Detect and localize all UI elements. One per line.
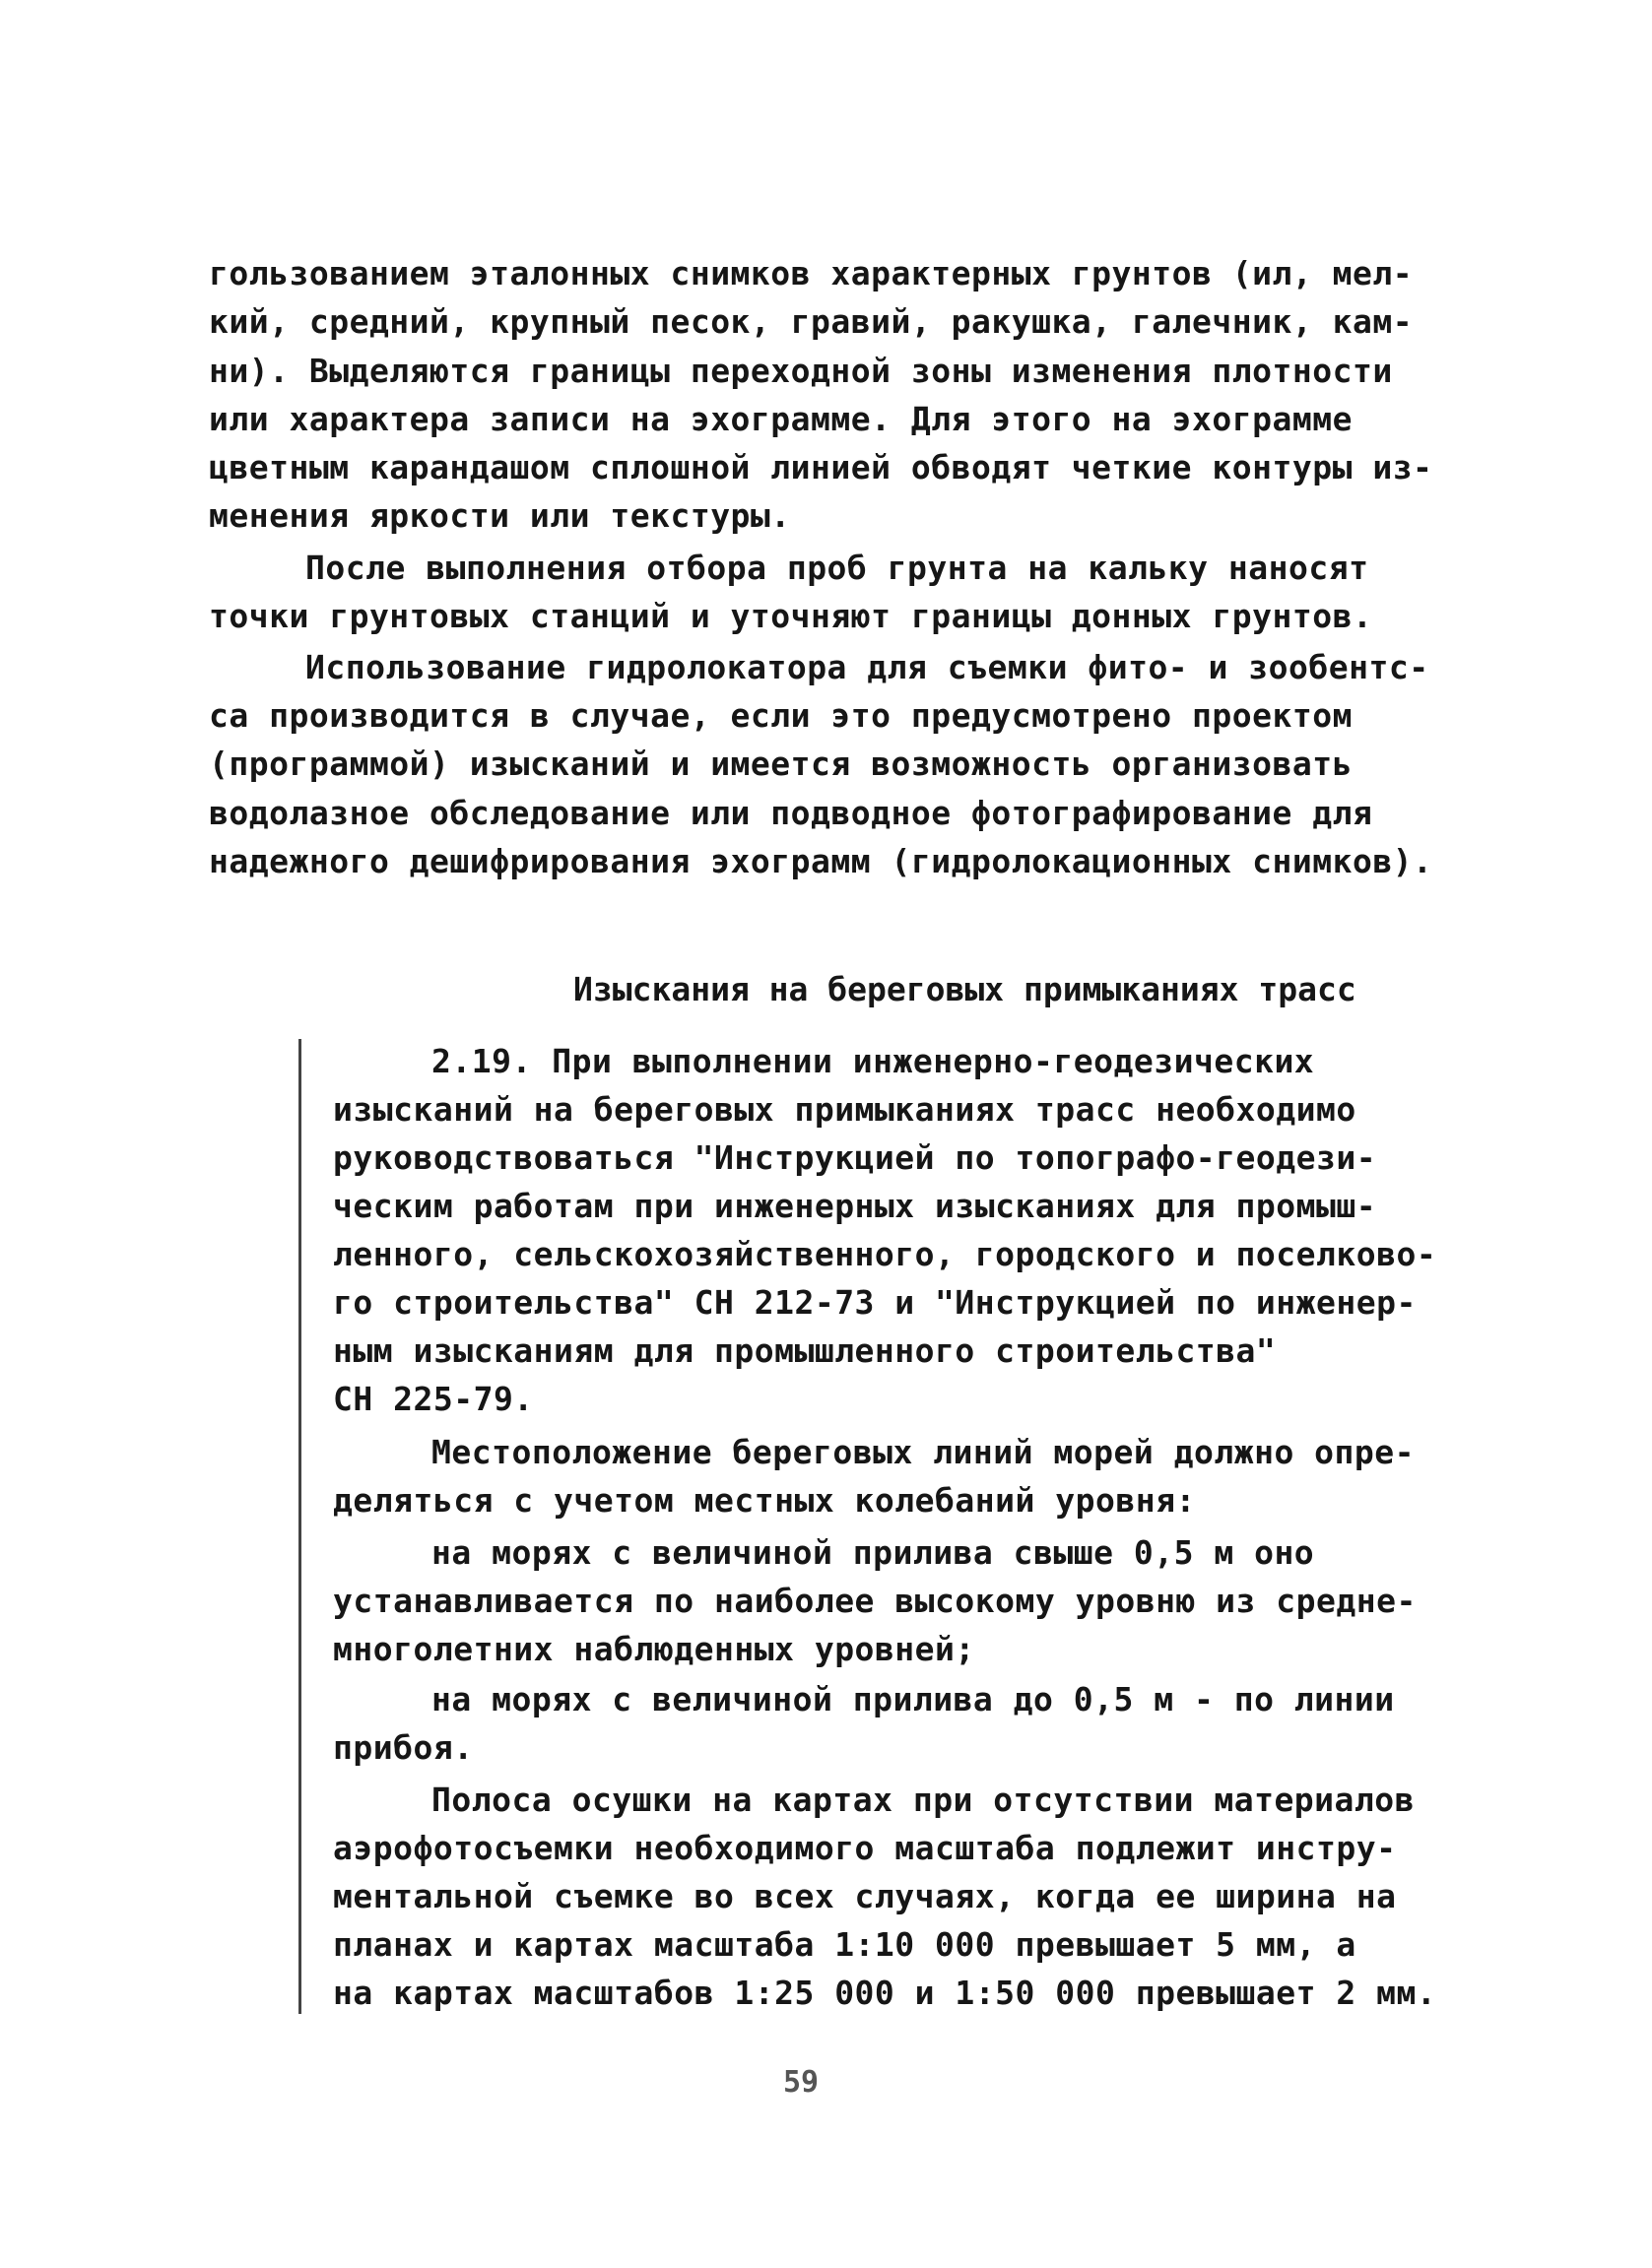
text-line: цветным карандашом сплошной линией обводят четкие контуры из- [209, 448, 1433, 486]
text-line: 2.19. При выполнении инженерно-геодезических [431, 1042, 1315, 1080]
text-line: аэрофотосъемки необходимого масштаба подлежит инстру- [333, 1829, 1397, 1867]
text-line: СН 225-79. [333, 1380, 534, 1418]
text-line: го строительства" СН 212-73 и "Инструкцией по инженер- [333, 1283, 1417, 1322]
text-line: на картах масштабов 1:25 000 и 1:50 000 превышает 2 мм. [333, 1974, 1437, 2012]
text-line: руководствоваться "Инструкцией по топографо-геодези- [333, 1138, 1377, 1177]
text-line: прибоя. [333, 1728, 474, 1767]
text-line: на морях с величиной прилива свыше 0,5 м оно [431, 1533, 1315, 1572]
text-line: После выполнения отбора проб грунта на кальку наносят [305, 549, 1369, 587]
text-line: Полоса осушки на картах при отсутствии материалов [431, 1781, 1416, 1819]
text-line: (программой) изысканий и имеется возможность организовать [209, 745, 1353, 783]
text-line: са производится в случае, если это предусмотрено проектом [209, 696, 1353, 735]
text-line: ни). Выделяются границы переходной зоны изменения плотности [209, 352, 1393, 390]
text-line: ным изысканиям для промышленного строительства" [333, 1331, 1277, 1370]
text-line: водолазное обследование или подводное фотографирование для [209, 794, 1373, 832]
text-line: изысканий на береговых примыканиях трасс необходимо [333, 1090, 1356, 1129]
text-line: менения яркости или текстуры. [209, 496, 791, 535]
text-line: ментальной съемке во всех случаях, когда ее ширина на [333, 1877, 1397, 1915]
text-line: Местоположение береговых линий морей должно опре- [431, 1433, 1416, 1471]
text-line: точки грунтовых станций и уточняют границы донных грунтов. [209, 597, 1373, 635]
page-number: 59 [783, 2065, 820, 2100]
text-line: планах и картах масштаба 1:10 000 превышает 5 мм, а [333, 1925, 1356, 1964]
text-line: ческим работам при инженерных изысканиях для промыш- [333, 1187, 1377, 1225]
text-line: многолетних наблюденных уровней; [333, 1630, 975, 1668]
text-line: устанавливается по наиболее высокому уровню из средне- [333, 1582, 1417, 1620]
margin-line [298, 1039, 301, 2014]
text-line: надежного дешифрирования эхограмм (гидролокационных снимков). [209, 842, 1433, 880]
text-line: деляться с учетом местных колебаний уровня: [333, 1481, 1196, 1520]
text-line: Использование гидролокатора для съемки фито- и зообентс- [305, 648, 1429, 686]
text-line: на морях с величиной прилива до 0,5 м - по линии [431, 1680, 1395, 1718]
text-line: или характера записи на эхограмме. Для этого на эхограмме [209, 400, 1353, 438]
section-heading: Изыскания на береговых примыканиях трасс [573, 970, 1356, 1009]
text-line: кий, средний, крупный песок, гравий, ракушка, галечник, кам- [209, 302, 1414, 341]
text-line: ленного, сельскохозяйственного, городского и поселково- [333, 1235, 1437, 1273]
text-line: гользованием эталонных снимков характерных грунтов (ил, мел- [209, 254, 1414, 292]
